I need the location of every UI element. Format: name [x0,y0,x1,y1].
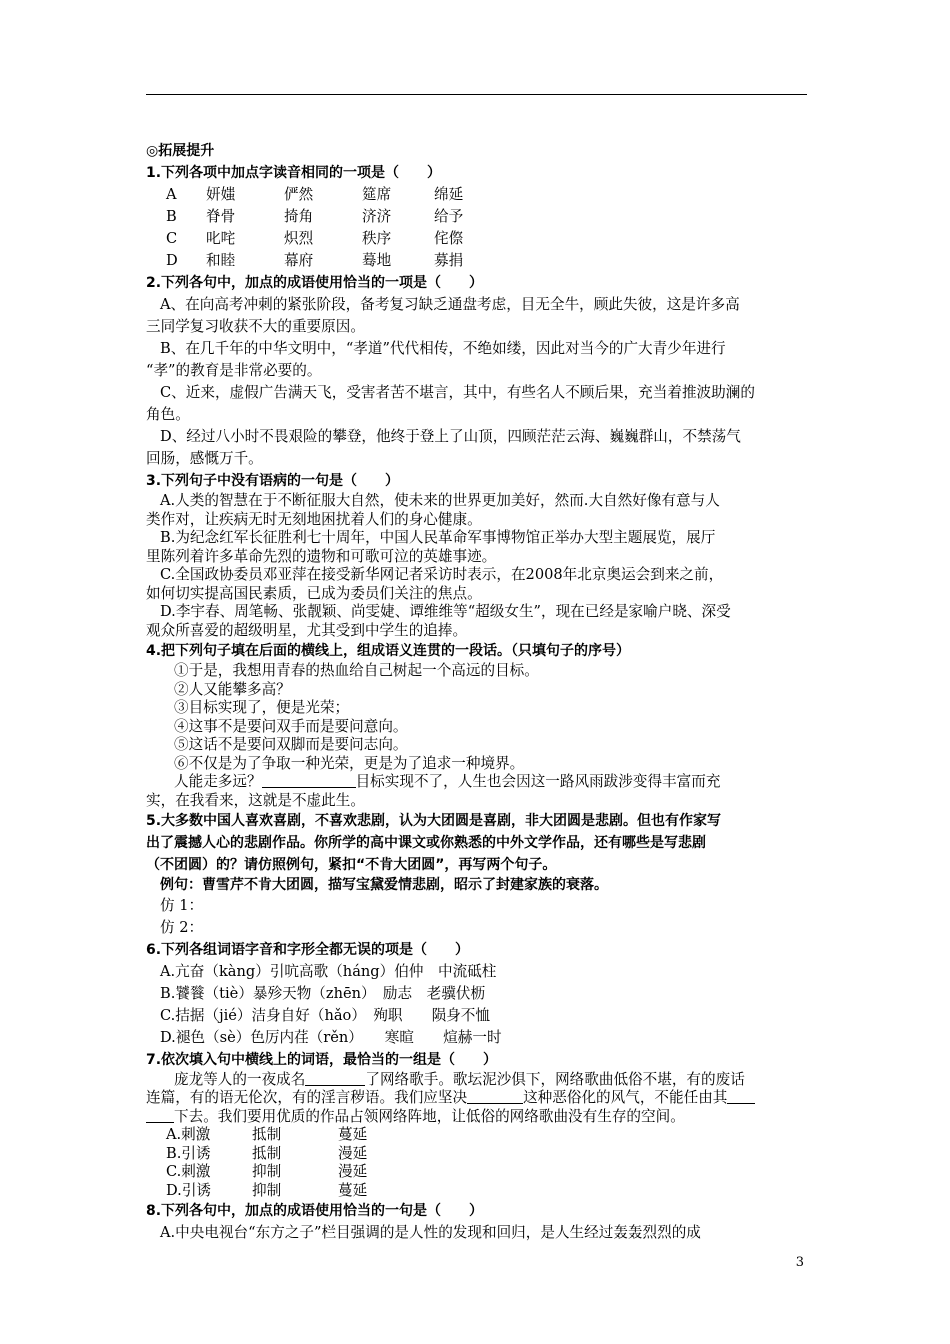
q3-option-b-line1: B.为纪念红军长征胜利七十周年，中国人民革命军事博物馆正举办大型主题展览，展厅 [160,529,716,546]
q5-imitation-1: 仿 1： [160,896,204,914]
q1-row-a: A 妍媸 俨然 筵席 绵延 [166,186,464,203]
q7-paragraph-line2: 连篇，有的语无伦次，有的淫言秽语。我们应坚决 这种恶俗化的风气，不能任由其 [146,1089,811,1108]
q2-stem: 2.下列各句中，加点的成语使用恰当的一项是（ ） [146,275,484,291]
q3-stem: 3.下列句子中没有语病的一句是（ ） [146,473,400,489]
q7-blank-2[interactable] [467,1089,523,1104]
q4-item-2: ②人又能攀多高？ [174,680,291,698]
q5-stem-line2: 出了震撼人心的悲剧作品。你所学的高中课文或你熟悉的中外文学作品，还有哪些是写悲剧 [146,835,706,851]
q4-paragraph-line2: 实，在我看来，这就是不虚此生。 [146,791,365,809]
q3-option-c-line2: 如何切实提高国民素质，已成为委员们关注的焦点。 [146,584,482,602]
section-title: ◎拓展提升 [146,143,215,159]
q1-row-c: C 叱咤 炽烈 秩序 侘傺 [166,230,464,247]
q5-stem-line3: （不团圆）的？请仿照例句，紧扣“不肯大团圆”，再写两个句子。 [146,857,557,873]
q4-item-4: ④这事不是要问双手而是要问意向。 [174,717,408,735]
q5-imitation-2: 仿 2： [160,918,204,936]
q3-option-a-line1: A.人类的智慧在于不断征服大自然，使未来的世界更加美好，然而.大自然好像有意与人 [160,492,720,509]
q2-option-b-line1: B、在几千年的中华文明中，“孝道”代代相传，不绝如缕，因此对当今的广大青少年进行 [160,340,726,357]
q3-option-b-line2: 里陈列着许多革命先烈的遗物和可歌可泣的英雄事迹。 [146,547,497,565]
q1-stem: 1.下列各项中加点字读音相同的一项是（ ） [146,165,442,181]
q6-option-d: D.褪色（sè）色厉内荏（rěn） 寒暄 煊赫一时 [160,1028,502,1046]
q8-stem: 8.下列各句中，加点的成语使用恰当的一句是（ ） [146,1203,484,1219]
q4-item-1: ①于是，我想用青春的热血给自己树起一个高远的目标。 [174,662,539,679]
q4-paragraph-line1: 人能走多远？ 目标实现不了，人生也会因这一路风雨跋涉变得丰富而充 [174,773,721,790]
q6-option-b: B.饕餮（tiè）暴殄天物（zhēn） 励志 老骥伏枥 [160,984,486,1002]
q1-row-b: B 脊骨 掎角 济济 给予 [166,208,464,225]
q7-option-c: C.刺激 抑制 漫延 [166,1163,368,1180]
q3-option-d-line2: 观众所喜爱的超级明星，尤其受到中学生的追捧。 [146,621,468,639]
q3-option-c-line1: C.全国政协委员邓亚萍在接受新华网记者采访时表示，在2008年北京奥运会到来之前， [160,566,724,583]
q8-option-a-line1: A.中央电视台“东方之子”栏目强调的是人性的发现和回归，是人生经过轰轰烈烈的成 [160,1224,701,1241]
q5-stem-line1: 5.大多数中国人喜欢喜剧，不喜欢悲剧，认为大团圆是喜剧，非大团圆是悲剧。但也有作家写 [146,813,722,829]
q7-option-b: B.引诱 抵制 漫延 [166,1144,368,1162]
q2-option-a-line2: 三同学复习收获不大的重要原因。 [146,318,365,335]
q4-stem: 4.把下列句子填在后面的横线上，组成语义连贯的一段话。（只填句子的序号） [146,643,631,659]
document-body [146,140,811,1244]
q1-row-d: D 和睦 幕府 蓦地 募捐 [166,252,464,269]
q5-example: 例句：曹雪芹不肯大团圆，描写宝黛爱情悲剧，昭示了封建家族的衰落。 [160,877,608,893]
q2-option-a-line1: A、在向高考冲刺的紧张阶段，备考复习缺乏通盘考虑，目无全牛，顾此失彼，这是许多高 [160,296,740,313]
q4-item-5: ⑤这话不是要问双脚而是要问志向。 [174,736,408,753]
q7-blank-3-continued[interactable] [146,1108,174,1123]
q6-option-a: A.亢奋（kàng）引吭高歌（háng）伯仲 中流砥柱 [160,962,497,980]
header-rule [146,94,807,95]
q4-item-3: ③目标实现了，便是光荣； [174,699,350,716]
q7-blank-1[interactable] [305,1071,365,1086]
q2-option-d-line2: 回肠，感慨万千。 [146,450,263,467]
q3-option-d-line1: D.李宇春、周笔畅、张靓颖、尚雯婕、谭维维等“超级女生”，现在已经是家喻户晓、深受 [160,603,731,620]
q2-option-d-line1: D、经过八小时不畏艰险的攀登，他终于登上了山顶，四顾茫茫云海、巍巍群山，不禁荡气 [160,428,741,445]
q7-option-a: A.刺激 抵制 蔓延 [166,1126,368,1143]
q7-paragraph-line3: 下去。我们要用优质的作品占领网络阵地，让低俗的网络歌曲没有生存的空间。 [146,1108,811,1127]
q4-item-6: ⑥不仅是为了争取一种光荣，更是为了追求一种境界。 [174,754,525,772]
q7-stem: 7.依次填入句中横线上的词语，最恰当的一组是（ ） [146,1051,498,1068]
q6-option-c: C.拮据（jié）洁身自好（hǎo） 殉职 陨身不恤 [160,1006,490,1024]
q2-option-c-line2: 角色。 [146,406,190,423]
q4-answer-blank[interactable] [262,773,356,788]
q2-option-c-line1: C、近来，虚假广告满天飞，受害者苦不堪言，其中，有些名人不顾后果，充当着推波助澜的 [160,384,755,401]
q3-option-a-line2: 类作对，让疾病无时无刻地困扰着人们的身心健康。 [146,510,482,528]
q7-option-d: D.引诱 抑制 蔓延 [166,1181,368,1199]
q2-option-b-line2: “孝”的教育是非常必要的。 [146,362,322,379]
q7-blank-3[interactable] [727,1089,755,1104]
page-number: 3 [795,1255,804,1270]
q7-paragraph-line1: 庞龙等人的一夜成名 了网络歌手。歌坛泥沙俱下，网络歌曲低俗不堪，有的废话 [174,1070,745,1088]
q6-stem: 6.下列各组词语字音和字形全都无误的项是（ ） [146,941,470,958]
